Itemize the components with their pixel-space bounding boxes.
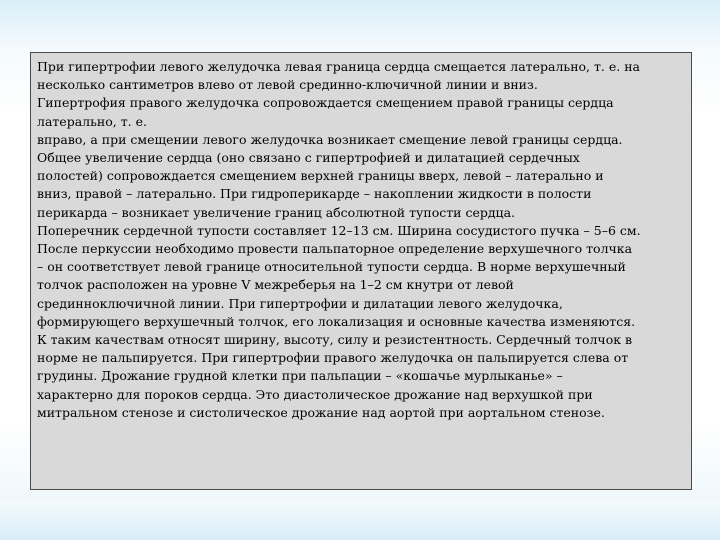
text-line: Гипертрофия правого желудочка сопровождается смещением правой границы сердца bbox=[37, 95, 614, 111]
text-line: норме не пальпируется. При гипертрофии правого желудочка он пальпируется слева от bbox=[37, 350, 629, 366]
text-line: вправо, а при смещении левого желудочка возникает смещение левой границы сердца. bbox=[37, 131, 623, 147]
text-line: При гипертрофии левого желудочка левая граница сердца смещается латерально, т. е. на bbox=[37, 59, 640, 74]
text-line: толчок расположен на уровне V межреберья на 1–2 см кнутри от левой bbox=[37, 277, 514, 293]
text-line: грудины. Дрожание грудной клетки при пальпации – «кошачье мурлыканье» – bbox=[37, 368, 563, 384]
text-line: характерно для пороков сердца. Это диастолическое дрожание над верхушкой при bbox=[37, 386, 593, 402]
text-line: срединноключичной линии. При гипертрофии и дилатации левого желудочка, bbox=[37, 295, 563, 311]
text-line: Поперечник сердечной тупости составляет 12–13 см. Ширина сосудистого пучка – 5–6 см. bbox=[37, 222, 641, 238]
slide-text-box bbox=[30, 52, 692, 490]
text-line: перикарда – возникает увеличение границ абсолютной тупости сердца. bbox=[37, 204, 516, 220]
text-line: формирующего верхушечный толчок, его локализация и основные качества изменяются. bbox=[37, 313, 636, 329]
slide-top-band bbox=[0, 0, 720, 48]
text-line: вниз, правой – латерально. При гидроперикарде – накоплении жидкости в полости bbox=[37, 186, 592, 202]
text-line: несколько сантиметров влево от левой срединно-ключичной линии и вниз. bbox=[37, 77, 538, 93]
text-line: После перкуссии необходимо провести пальпаторное определение верхушечного толчка bbox=[37, 241, 633, 257]
text-line: митральном стенозе и систолическое дрожание над аортой при аортальном стенозе. bbox=[37, 404, 605, 420]
text-line: Общее увеличение сердца (оно связано с гипертрофией и дилатацией сердечных bbox=[37, 150, 580, 166]
slide-text-paragraph bbox=[37, 58, 685, 422]
text-line: К таким качествам относят ширину, высоту, силу и резистентность. Сердечный толчок в bbox=[37, 332, 633, 348]
text-line: полостей) сопровождается смещением верхней границы вверх, левой – латерально и bbox=[37, 168, 604, 184]
text-line: – он соответствует левой границе относительной тупости сердца. В норме верхушечный bbox=[37, 259, 626, 275]
text-line: латерально, т. е. bbox=[37, 113, 147, 129]
slide-bottom-band bbox=[0, 500, 720, 540]
